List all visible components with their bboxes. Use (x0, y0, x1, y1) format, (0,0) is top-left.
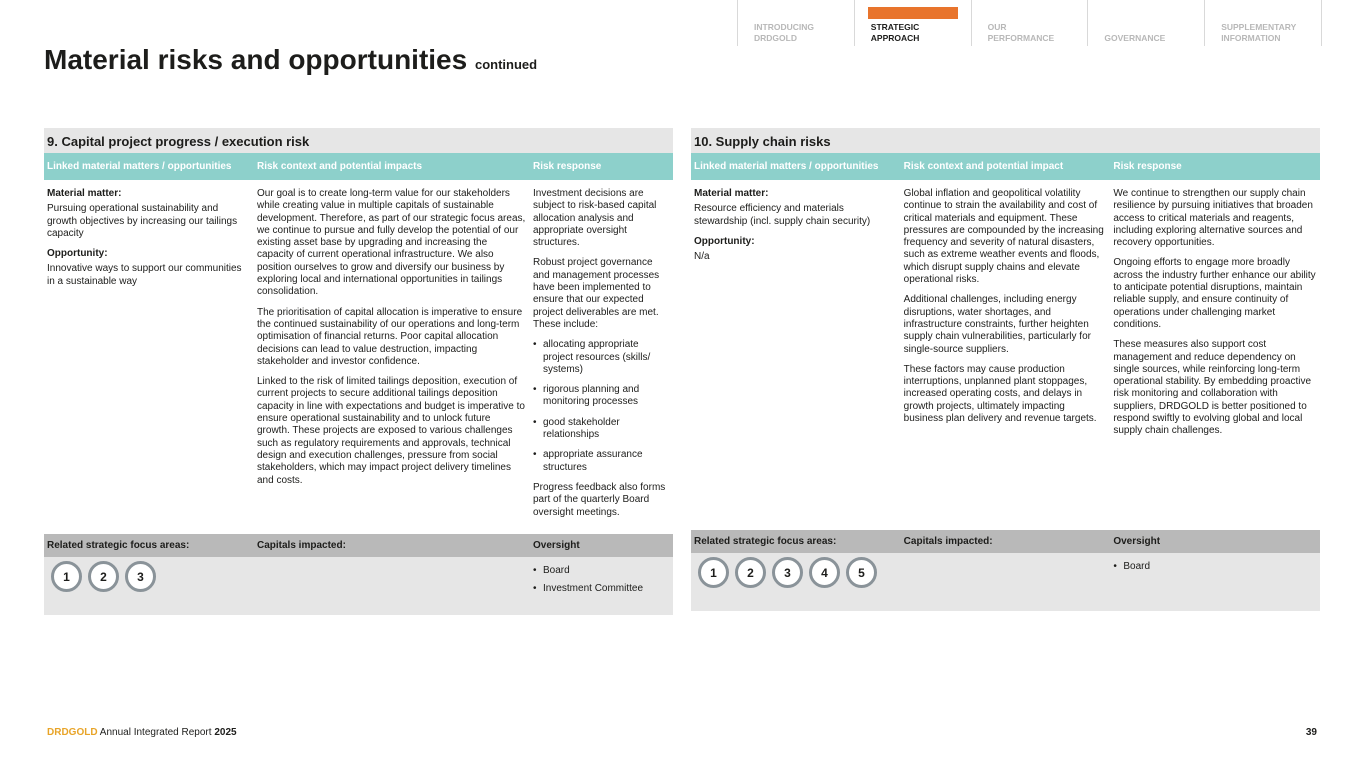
oversight-column (1110, 553, 1320, 611)
focus-area-badge: 2 (88, 561, 119, 592)
report-year: 2025 (214, 727, 237, 738)
list-item: • Investment Committee (533, 583, 673, 594)
focus-area-badges (691, 553, 901, 611)
column-header-risk-context: Risk context and potential impacts (257, 161, 423, 172)
risk-panel-capital-project (44, 128, 673, 615)
focus-area-badge: 4 (809, 557, 840, 588)
risk-panel-supply-chain (691, 128, 1320, 611)
capitals-impacted (901, 553, 1111, 611)
context-paragraph: Additional challenges, including energy disruptions, water shortages, and infrastructure constraints, further heighten supply chain vulnerabilities, particularly for single-source suppliers. (903, 294, 1091, 355)
panel-footer (44, 557, 673, 615)
page-title: Material risks and opportunities continued (44, 44, 538, 75)
panel-footer (691, 553, 1320, 611)
panel-footer-headers (691, 530, 1320, 553)
list-item: • appropriate assurance structures (533, 449, 669, 474)
nav-tab-introducing[interactable]: INTRODUCING DRDGOLD (737, 0, 854, 46)
list-item: • good stakeholder relationships (533, 417, 669, 442)
response-paragraph: We continue to strengthen our supply chain resilience by pursuing initiatives that broaden access to critical materials and reagents, including exploring alternative sources and recovery opportunities. (1113, 188, 1313, 249)
nav-tab-strategic-approach[interactable]: STRATEGIC APPROACH (854, 0, 971, 46)
context-paragraph: Our goal is to create long-term value for our stakeholders while creating value in multiple capitals of sustainable development. Therefore, as part of our strategic focus areas, we continue to pursue and fully develop the potential of our existing asset base by upgrading and increasing the capacity of current operational infrastructure. We also position ourselves to grow and diversify our business by exploring local and international opportunities in tailings consolidation. (257, 188, 526, 298)
panel-footer-headers (44, 534, 673, 557)
focus-area-badge: 1 (51, 561, 82, 592)
panel-body (44, 180, 673, 534)
material-matter-label: Material matter: (694, 188, 769, 199)
report-name: Annual Integrated Report (99, 727, 212, 738)
risk-response-column (1110, 188, 1320, 530)
report-footer (47, 727, 237, 738)
linked-matters-column (691, 188, 901, 530)
panel-title: 10. Supply chain risks (691, 128, 1320, 153)
nav-tab-supplementary-information[interactable]: SUPPLEMENTARY INFORMATION (1204, 0, 1322, 46)
oversight-header: Oversight (1113, 536, 1161, 547)
list-item: • Board (1113, 561, 1320, 572)
capitals-header: Capitals impacted: (903, 536, 993, 547)
oversight-column (530, 557, 673, 615)
list-item: • rigorous planning and monitoring processes (533, 384, 669, 409)
focus-area-badges (44, 557, 254, 615)
capitals-impacted (254, 557, 530, 615)
response-paragraph: Robust project governance and management processes have been implemented to ensure that our expected project deliverables are met. These include: (533, 257, 660, 330)
nav-tab-governance[interactable]: GOVERNANCE (1087, 0, 1204, 46)
panel-body (691, 180, 1320, 530)
response-bullet-list (533, 339, 669, 474)
context-paragraph: Linked to the risk of limited tailings deposition, execution of current projects to secure additional tailings deposition capacity in line with expectations and budget is imperative to ensure operational sustainability and to unlock future growth. These projects are exposed to various challenges such as regulatory requirements and approvals, technical design and execution challenges, pressure from social stakeholders, which may impact project delivery timelines and costs. (257, 376, 525, 486)
linked-matters-column (44, 188, 254, 534)
opportunity-label: Opportunity: (47, 248, 108, 260)
material-matter-text: Pursuing operational sustainability and growth objectives by increasing our tailings capacity (47, 203, 238, 239)
list-item: • allocating appropriate project resources (skills/ systems) (533, 339, 669, 376)
material-matter-label: Material matter: (47, 188, 122, 199)
response-paragraph: Progress feedback also forms part of the quarterly Board oversight meetings. (533, 481, 666, 518)
context-paragraph: The prioritisation of capital allocation is imperative to ensure the continued sustainability of our operations and long-term optimisation of financial returns. Poor capital allocation decisions can lead to value destruction, impacting stakeholder and investor confidence. (257, 306, 523, 367)
material-matter-text: Resource efficiency and materials stewardship (incl. supply chain security) (694, 203, 871, 227)
oversight-header: Oversight (533, 540, 580, 551)
page-title-suffix: continued (474, 57, 538, 72)
focus-area-badge: 3 (125, 561, 156, 592)
focus-area-badge: 1 (698, 557, 729, 588)
response-paragraph: Ongoing efforts to engage more broadly across the industry further enhance our ability to anticipate potential disruptions, maintain reliable supply, and ensure continuity of operations under challenging market conditions. (1113, 257, 1316, 330)
column-headers (691, 153, 1320, 180)
page-number: 39 (1305, 727, 1317, 738)
opportunity-text: N/a (694, 251, 710, 263)
focus-areas-header: Related strategic focus areas: (694, 536, 837, 547)
oversight-list (1113, 561, 1320, 572)
opportunity-label: Opportunity: (694, 235, 755, 247)
oversight-list (533, 565, 673, 594)
focus-areas-header: Related strategic focus areas: (47, 540, 190, 551)
context-paragraph: Global inflation and geopolitical volatility continue to strain the availability and cost of critical materials and equipment. These pressures are compounded by the increasing frequency and severity of natural disasters, such as extreme weather events and floods, which disrupt supply chains and elevate operational risks. (903, 188, 1104, 286)
column-header-linked-matters: Linked material matters / opportunities (47, 161, 232, 172)
column-header-risk-response: Risk response (533, 161, 602, 172)
focus-area-badge: 2 (735, 557, 766, 588)
active-tab-indicator (868, 7, 958, 19)
opportunity-text: Innovative ways to support our communities in a sustainable way (47, 263, 242, 287)
risk-context-column (254, 188, 530, 534)
section-nav (737, 0, 1322, 46)
column-headers (44, 153, 673, 180)
capitals-header: Capitals impacted: (257, 540, 346, 551)
risk-response-column (530, 188, 673, 534)
nav-tab-our-performance[interactable]: OUR PERFORMANCE (971, 0, 1088, 46)
column-header-risk-response: Risk response (1113, 161, 1182, 172)
risk-context-column (901, 188, 1111, 530)
list-item: • Board (533, 565, 673, 576)
brand-name: DRDGOLD (47, 727, 98, 738)
column-header-risk-context: Risk context and potential impact (903, 161, 1064, 172)
response-paragraph: These measures also support cost management and reduce dependency on single sources, while reinforcing long-term operational stability. By embedding proactive risk monitoring and collaboration with suppliers, DRDGOLD is better positioned to respond swiftly to evolving global and local supply chain challenges. (1113, 339, 1312, 437)
column-header-linked-matters: Linked material matters / opportunities (694, 161, 879, 172)
focus-area-badge: 5 (846, 557, 877, 588)
focus-area-badge: 3 (772, 557, 803, 588)
response-paragraph: Investment decisions are subject to risk-based capital allocation analysis and appropriate oversight structures. (533, 188, 657, 249)
context-paragraph: These factors may cause production interruptions, unplanned plant stoppages, increased operating costs, and delays in growth projects, ultimately impacting business plan delivery and revenue targets. (903, 363, 1097, 425)
panel-title: 9. Capital project progress / execution risk (44, 128, 673, 153)
